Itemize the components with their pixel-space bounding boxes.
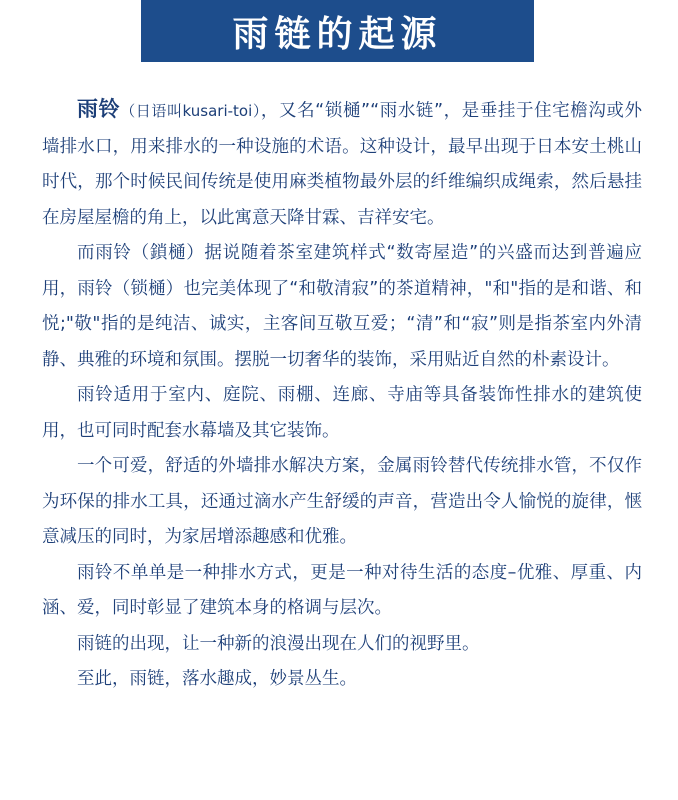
term-note: （日语叫kusari-toi）: [120, 102, 261, 120]
paragraph-benefits: 一个可爱，舒适的外墙排水解决方案，金属雨铃替代传统排水管，不仅作为环保的排水工具，还通过滴水产生舒缓的声音，营造出令人愉悦的旋律，惬意减压的同时，为家居增添趣感和优雅。: [42, 456, 642, 547]
paragraph-romance: 雨链的出现，让一种新的浪漫出现在人们的视野里。: [77, 633, 480, 654]
paragraph-conclusion: 至此，雨链，落水趣成，妙景丛生。: [77, 669, 357, 689]
paragraph-usage: 雨铃适用于室内、庭院、雨棚、连廊、寺庙等具备装饰性排水的建筑使用，也可同时配套水幕墙及其它装饰。: [42, 385, 642, 441]
title-banner: [141, 0, 534, 62]
paragraph-intro-text: ，又名“锁樋”“雨水链”，是垂挂于住宅檐沟或外墙排水口，用来排水的一种设施的术语。这种设计，最早出现于日本安土桃山时代，那个时候民间传统是使用麻类植物最外层的纤维编织成绳索，然后悬挂在房屋屋檐的角上，以此寓意天降甘霖、吉祥安宅。: [42, 101, 643, 228]
term-lead: 雨铃: [77, 97, 121, 121]
paragraph-intro: [42, 92, 642, 236]
paragraph-attitude: 雨铃不单单是一种排水方式，更是一种对待生活的态度–优雅、厚重、内涵、爱，同时彰显了建筑本身的格调与层次。: [42, 562, 642, 618]
page-title: 雨链的起源: [232, 13, 443, 55]
article-body: [42, 92, 642, 698]
paragraph-tea-spirit: 而雨铃（鎖樋）据说随着茶室建筑样式“数寄屋造”的兴盛而达到普遍应用，雨铃（锁樋）也完美体现了“和敬清寂”的茶道精神，"和"指的是和谐、和悦;"敬"指的是纯洁、诚实，主客间互敬互爱；“清”和“寂”则是指茶室内外清静、典雅的环境和氛围。摆脱一切奢华的装饰，采用贴近自然的朴素设计。: [42, 243, 642, 370]
